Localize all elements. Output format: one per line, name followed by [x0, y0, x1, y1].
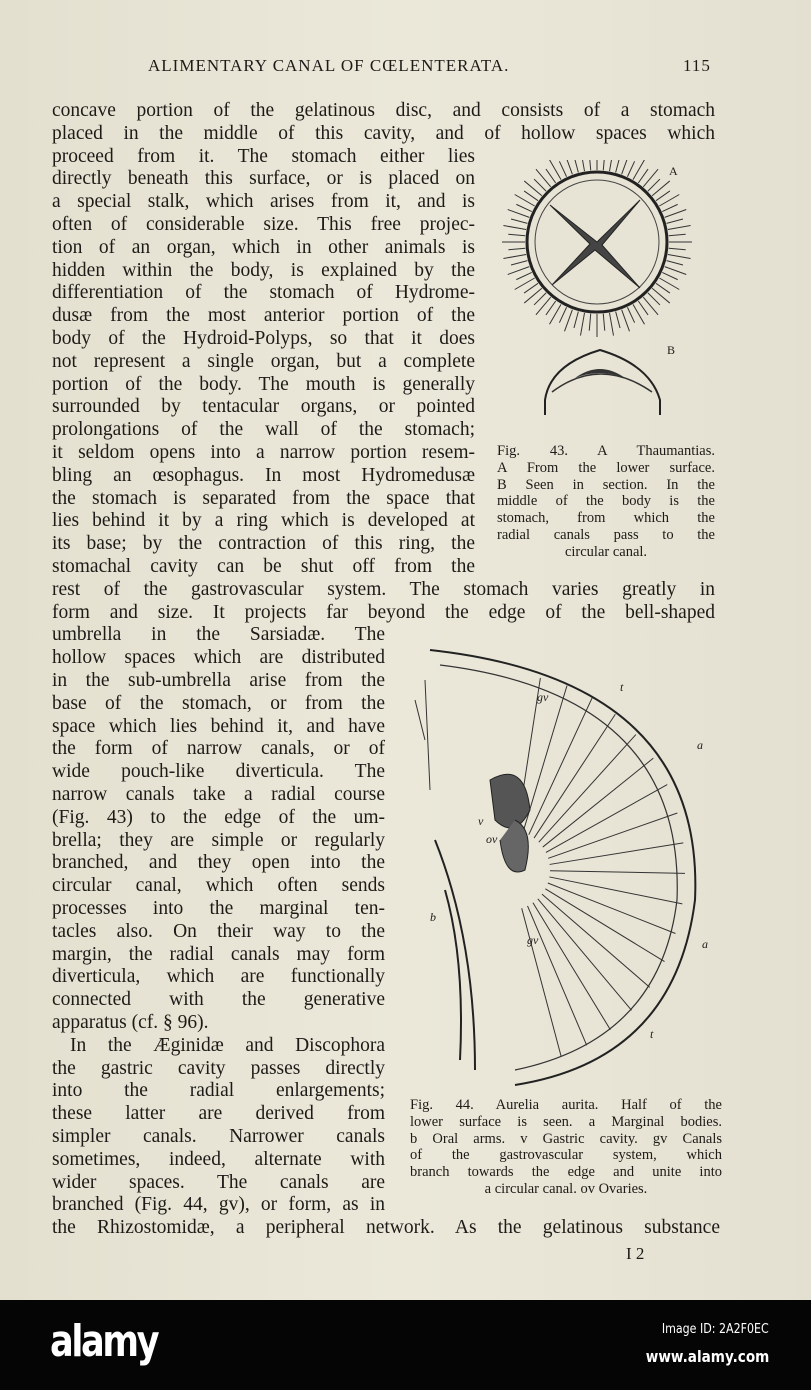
tentacle-mark [622, 160, 630, 174]
tentacle-mark [565, 310, 573, 332]
text-line: it seldom opens into a narrow portion resem- [52, 442, 475, 463]
text-line: proceed from it. The stomach either lies [52, 145, 475, 167]
canal-mark [545, 889, 664, 962]
tentacle-mark [662, 204, 677, 211]
tentacle-mark [534, 179, 546, 191]
tentacle-mark [665, 210, 687, 218]
text-line: a special stalk, which arises from it, and is [52, 191, 475, 213]
text-line: concave portion of the gelatinous disc, and consists of a stomach [52, 100, 715, 121]
caption-line: Fig. 43. A Thaumantias. [497, 443, 715, 459]
text-line: apparatus (cf. § 96). [52, 1012, 209, 1033]
caption-line: middle of the body is the [497, 493, 715, 510]
tentacle-mark [603, 314, 604, 331]
caption-line: circular canal. [564, 543, 648, 560]
caption-line: b Oral arms. v Gastric cavity. gv Canals [410, 1130, 722, 1147]
figure-44-label-a: a [697, 738, 703, 752]
figure-44-illustration [405, 640, 715, 1090]
tentacle-mark [508, 267, 530, 275]
figure-43-illustration [490, 160, 710, 430]
canal-mark [539, 735, 636, 843]
canal-mark [538, 899, 632, 1010]
caption-line: stomach, from which the [497, 510, 715, 527]
text-line: tacles also. On their way to the [52, 920, 385, 942]
tentacle-mark [627, 307, 634, 322]
caption-line: branch towards the edge and unite into [410, 1164, 722, 1181]
tentacle-mark [516, 272, 531, 279]
canal-mark [549, 877, 682, 904]
tentacle-mark [656, 283, 670, 293]
tentacle-mark [638, 169, 648, 183]
tentacle-mark [648, 179, 660, 191]
tentacle-mark [667, 261, 683, 265]
text-line: processes into the marginal ten- [52, 898, 385, 919]
tentacle-mark [665, 267, 687, 275]
figure-44-label-ov: ov [486, 832, 498, 846]
figure-44-label-gv: gv [537, 690, 549, 704]
text-line: narrow canals take a radial course [52, 784, 385, 805]
tentacle-mark [524, 191, 538, 201]
canal-mark [550, 871, 685, 874]
text-line: space which lies behind it, and have [52, 715, 385, 737]
text-line: the Rhizostomidæ, a peripheral network. As the gelatinous substance [52, 1217, 720, 1239]
tentacle-mark [622, 310, 630, 332]
text-line: margin, the radial canals may form [52, 943, 385, 965]
tentacle-mark [559, 161, 566, 176]
tentacle-mark [669, 234, 686, 235]
figure-43-label-a: A [669, 164, 678, 178]
text-line: the gastric cavity passes directly [52, 1057, 385, 1079]
figure-44-label-gv-2: gv [527, 933, 539, 947]
tentacle-mark [669, 248, 686, 249]
canal-mark [522, 908, 561, 1056]
tentacle-mark [516, 204, 531, 211]
text-line: brella; they are simple or regularly [52, 829, 385, 851]
figure-44-label-v: v [478, 814, 484, 828]
tentacle-mark [511, 219, 527, 223]
caption-line: of the gastrovascular system, which [410, 1147, 722, 1164]
tentacle-mark [656, 191, 670, 201]
tentacle-mark [638, 301, 648, 315]
text-line: sometimes, indeed, alternate with [52, 1148, 385, 1170]
tentacle-mark [603, 160, 604, 170]
figure-43-label-b: B [667, 343, 676, 357]
tentacle-mark [662, 272, 677, 279]
tentacle-mark [574, 160, 578, 172]
text-line: (Fig. 43) to the edge of the um- [52, 806, 385, 828]
text-line: base of the stomach, or from the [52, 692, 385, 714]
text-line: these latter are derived from [52, 1103, 385, 1125]
text-line: connected with the generative [52, 989, 385, 1011]
figure-44-caption [410, 1097, 722, 1198]
text-line: portion of the body. The mouth is generally [52, 373, 475, 395]
canal-mark [548, 813, 677, 858]
caption-line: radial canals pass to the [497, 526, 715, 543]
text-line: body of the Hydroid-Polyps, so that it does [52, 328, 475, 349]
canal-mark [543, 758, 654, 847]
tentacle-mark [508, 248, 525, 249]
text-line: hollow spaces which are distributed [52, 647, 385, 669]
tentacle-mark [574, 312, 578, 328]
caption-line: a circular canal. ov Ovaries. [484, 1180, 648, 1197]
tentacle-mark [610, 313, 614, 336]
tentacle-mark [503, 255, 526, 259]
watermark-bar [0, 1300, 811, 1390]
tentacle-mark [616, 312, 620, 328]
canal-mark [534, 714, 615, 838]
text-line: differentiation of the stomach of Hydrome- [52, 282, 475, 304]
text-line: surrounded by tentacular organs, or pointed [52, 396, 475, 418]
tentacle-mark [668, 255, 691, 259]
running-title: ALIMENTARY CANAL OF CŒLENTERATA. [148, 56, 510, 75]
figure-44-label-t: t [620, 680, 624, 694]
text-line: umbrella in the Sarsiadæ. The [52, 624, 385, 646]
alamy-logo: alamy [50, 1316, 158, 1367]
text-line: rest of the gastrovascular system. The stomach varies greatly in [52, 578, 715, 600]
canal-mark [550, 843, 684, 865]
canal-mark [529, 698, 592, 835]
canal-mark [542, 894, 650, 987]
tentacle-mark [581, 160, 585, 171]
text-line: branched, and they open into the [52, 852, 385, 874]
figure-43-caption [497, 443, 715, 561]
tentacle-mark [616, 160, 620, 172]
caption-line: lower surface is seen. a Marginal bodies. [410, 1113, 722, 1130]
tentacle-mark [610, 160, 614, 171]
text-line: placed in the middle of this cavity, and of hollow spaces which [52, 122, 715, 144]
text-line: form and size. It projects far beyond the edge of the bell-shaped [52, 601, 715, 623]
tentacle-mark [511, 261, 527, 265]
caption-line: B Seen in section. In the [497, 476, 715, 493]
page-number: 115 [683, 56, 711, 75]
tentacle-mark [589, 160, 590, 170]
text-line: directly beneath this surface, or is placed on [52, 168, 475, 190]
tentacle-mark [559, 307, 566, 322]
tentacle-mark [589, 314, 590, 331]
canal-mark [548, 883, 676, 933]
text-line: dusæ from the most anterior portion of the [52, 305, 475, 327]
text-line: simpler canals. Narrower canals [52, 1126, 385, 1147]
tentacle-mark [503, 226, 526, 230]
tentacle-mark [627, 161, 634, 176]
tentacle-mark [667, 219, 683, 223]
text-line: in the sub-umbrella arise from the [52, 670, 385, 691]
image-id: Image ID: 2A2F0EC [662, 1322, 769, 1337]
caption-line: A From the lower surface. [497, 459, 715, 476]
tentacle-mark [648, 293, 660, 305]
text-line: not represent a single organ, but a complete [52, 350, 475, 372]
text-line: prolongations of the wall of the stomach; [52, 419, 475, 441]
text-line: the stomach is separated from the space that [52, 487, 475, 509]
canal-mark [546, 785, 667, 853]
figure-44-label-t-2: t [650, 1027, 654, 1041]
caption-line: Fig. 44. Aurelia aurita. Half of the [410, 1097, 722, 1113]
signature-mark: I 2 [626, 1244, 645, 1263]
figure-44-label-b: b [430, 910, 436, 924]
text-line: circular canal, which often sends [52, 875, 385, 897]
tentacle-mark [546, 301, 556, 315]
tentacle-mark [546, 169, 556, 183]
text-line: into the radial enlargements; [52, 1080, 385, 1102]
text-line: hidden within the body, is explained by the [52, 259, 475, 281]
text-line: its base; by the contraction of this ring, the [52, 533, 475, 555]
tentacle-mark [565, 160, 573, 174]
tentacle-mark [524, 283, 538, 293]
text-line: wider spaces. The canals are [52, 1171, 385, 1193]
text-line: the form of narrow canals, or of [52, 738, 385, 760]
tentacle-mark [581, 313, 585, 336]
text-line: branched (Fig. 44, gv), or form, as in [52, 1194, 385, 1216]
text-line: diverticula, which are functionally [52, 966, 385, 988]
figure-44-label-a-2: a [702, 937, 708, 951]
text-line: wide pouch-like diverticula. The [52, 761, 385, 783]
text-line: lies behind it by a ring which is developed at [52, 510, 475, 532]
tentacle-mark [668, 226, 691, 230]
text-line: stomachal cavity can be shut off from the [52, 556, 475, 577]
tentacle-mark [508, 234, 525, 235]
text-line: In the Æginidæ and Discophora [70, 1034, 385, 1056]
text-line: tion of an organ, which in other animals is [52, 236, 475, 258]
tentacle-mark [508, 210, 530, 218]
tentacle-mark [534, 293, 546, 305]
text-line: bling an œsophagus. In most Hydromedusæ [52, 464, 475, 486]
watermark-url: www.alamy.com [645, 1347, 769, 1366]
text-line: often of considerable size. This free projec- [52, 214, 475, 235]
